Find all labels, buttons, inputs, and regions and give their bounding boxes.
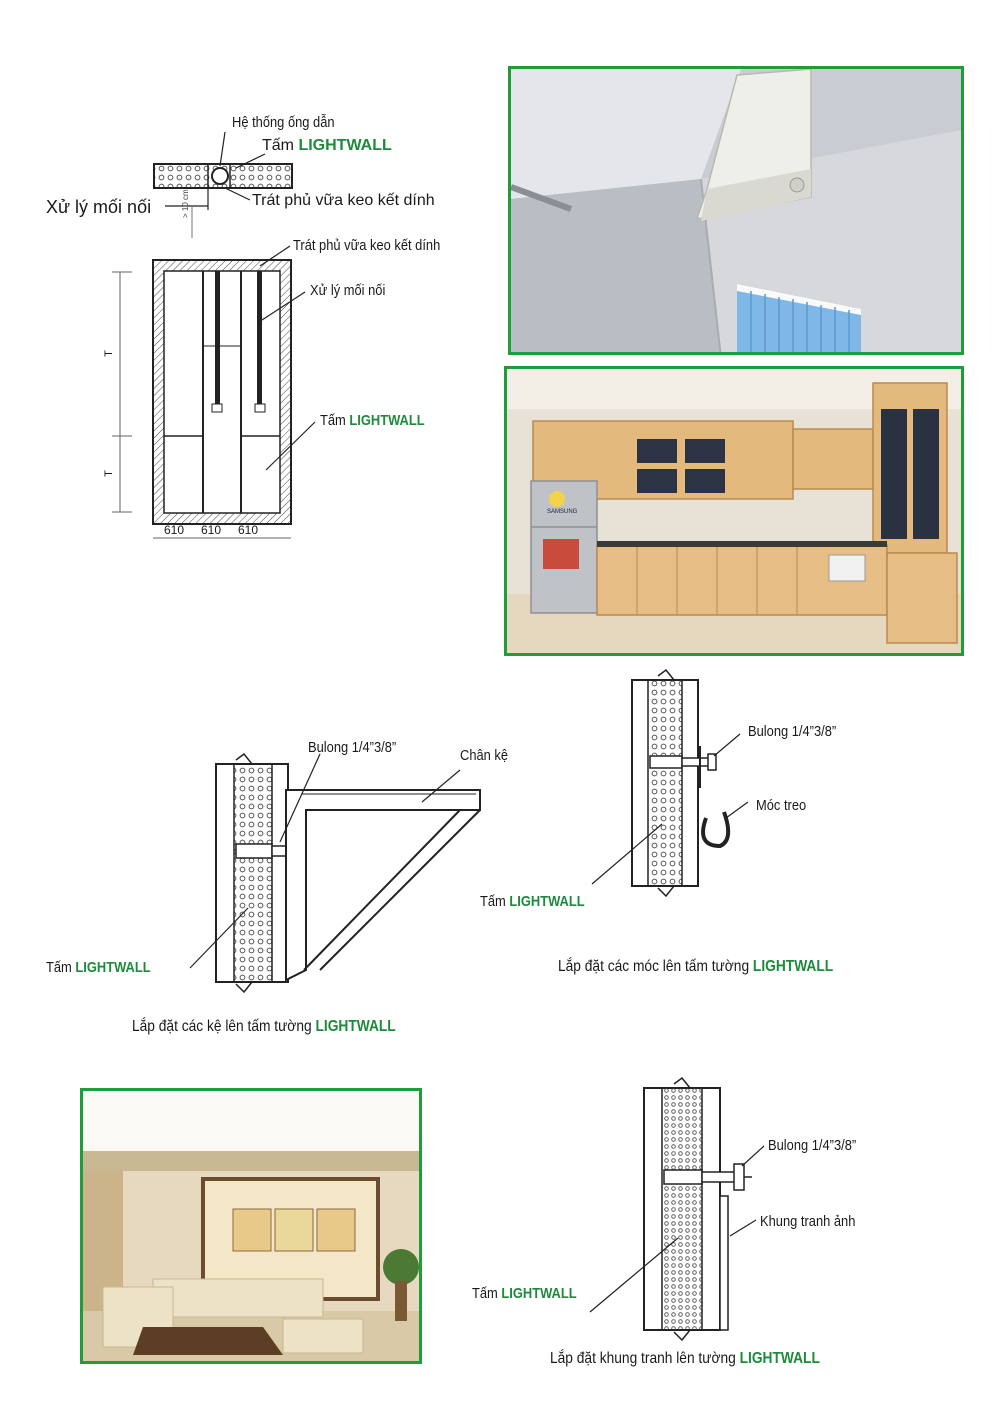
elevation-drawing xyxy=(100,230,500,550)
photo-air-conditioner xyxy=(508,66,964,355)
plan-panel-label: Tấm LIGHTWALL xyxy=(262,137,392,154)
frame-caption: Lắp đặt khung tranh lên tường LIGHTWALL xyxy=(550,1350,820,1367)
width-mark-1: 610 xyxy=(164,523,185,537)
width-mark-2: 610 xyxy=(201,523,222,537)
shelf-diagram xyxy=(40,730,510,1050)
hook-diagram xyxy=(470,670,890,990)
photo-living-room xyxy=(80,1088,422,1364)
plan-plaster-label: Trát phủ vữa keo kết dính xyxy=(252,192,435,209)
elevation-diagram xyxy=(100,230,500,550)
hook-caption: Lắp đặt các móc lên tấm tường LIGHTWALL xyxy=(558,958,834,975)
plan-drawing xyxy=(40,110,480,250)
caption-brand: LIGHTWALL xyxy=(752,958,834,975)
height-mark-2: T xyxy=(102,470,115,477)
elevation-panel-label: Tấm LIGHTWALL xyxy=(320,412,425,429)
shelf-bolt-label: Bulong 1/4”3/8” xyxy=(308,739,397,756)
plan-diagram xyxy=(40,110,480,250)
elevation-plaster-label: Trát phủ vữa keo kết dính xyxy=(293,237,441,254)
brand-name: LIGHTWALL xyxy=(75,959,151,976)
plan-dimension-mark: > 10 cm xyxy=(181,189,190,218)
hook-panel-label: Tấm LIGHTWALL xyxy=(480,893,585,910)
height-mark-1: T xyxy=(102,350,115,357)
caption-brand: LIGHTWALL xyxy=(315,1018,396,1035)
shelf-drawing xyxy=(40,730,510,1050)
living-room-scene xyxy=(83,1091,422,1364)
caption-brand: LIGHTWALL xyxy=(739,1350,820,1367)
hook-drawing xyxy=(470,670,890,990)
brand-name: LIGHTWALL xyxy=(349,412,425,429)
photo-kitchen xyxy=(504,366,964,656)
brand-name: LIGHTWALL xyxy=(298,137,392,154)
duct-label: Hệ thống ống dẫn xyxy=(232,114,335,131)
shelf-caption: Lắp đặt các kệ lên tấm tường LIGHTWALL xyxy=(132,1018,396,1035)
brand-name: LIGHTWALL xyxy=(501,1285,577,1302)
elevation-joint-label: Xử lý mối nối xyxy=(310,282,386,299)
frame-panel-label: Tấm LIGHTWALL xyxy=(472,1285,577,1302)
brand-name: LIGHTWALL xyxy=(509,893,585,910)
hook-bolt-label: Bulong 1/4”3/8” xyxy=(748,723,837,740)
frame-bolt-label: Bulong 1/4”3/8” xyxy=(768,1137,857,1154)
fridge-brand: SAMSUNG xyxy=(547,509,578,515)
ac-scene xyxy=(511,69,964,355)
bracket-label: Chân kệ xyxy=(460,747,509,764)
hook-label: Móc treo xyxy=(756,797,807,814)
width-mark-3: 610 xyxy=(238,523,259,537)
frame-diagram xyxy=(460,1080,900,1400)
plan-joint-label: Xử lý mối nối xyxy=(46,197,152,217)
frame-label: Khung tranh ảnh xyxy=(760,1213,856,1230)
shelf-panel-label: Tấm LIGHTWALL xyxy=(46,959,151,976)
